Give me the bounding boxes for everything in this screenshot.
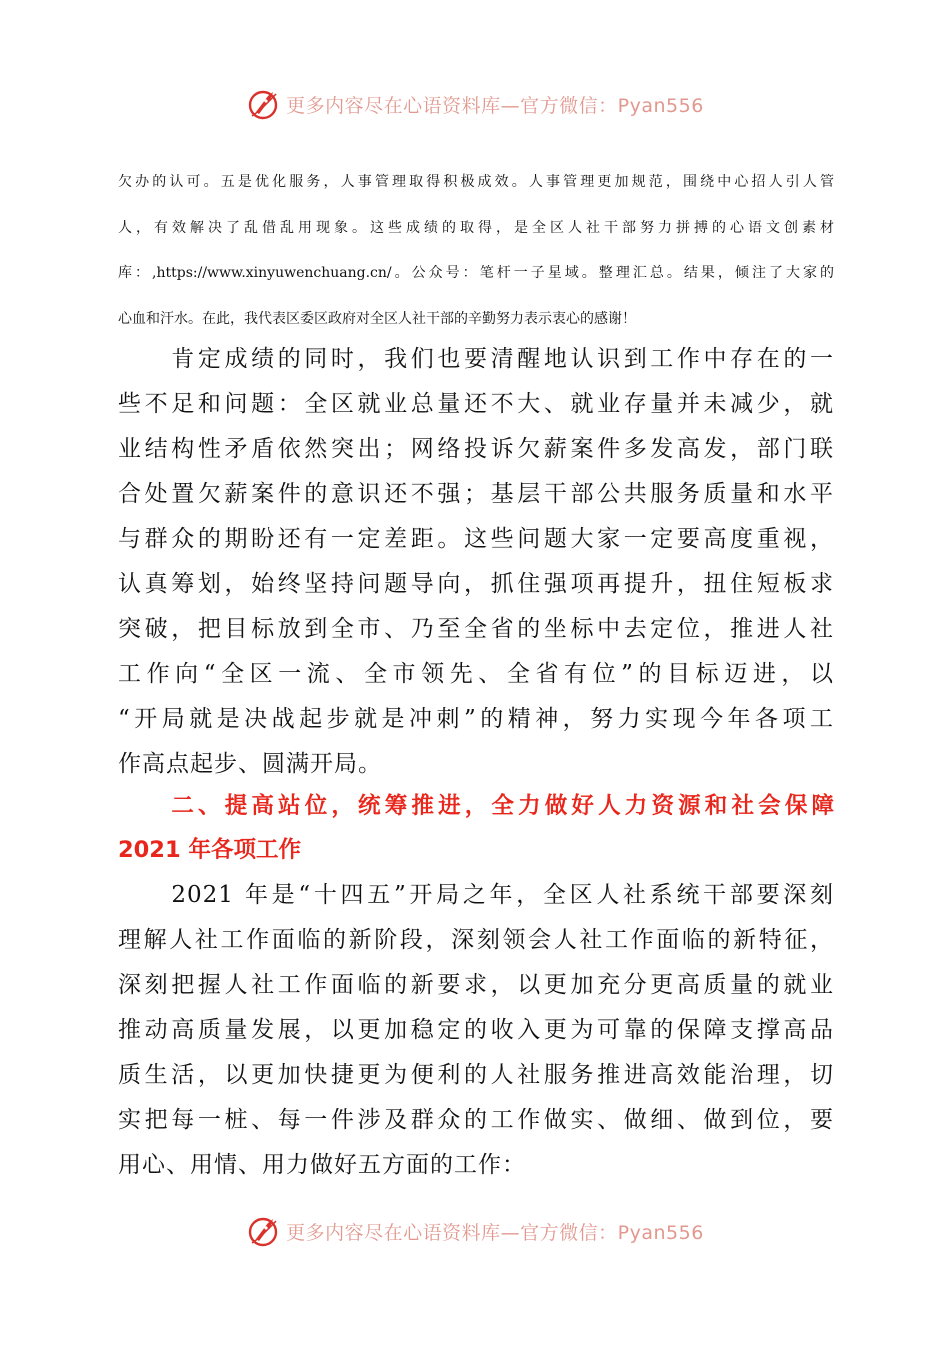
text-line: 推动高质量发展，以更加稳定的收入更为可靠的保障支撑高品 [118, 1017, 834, 1043]
banner-text: 更多内容尽在心语资料库—官方微信：Pyan556 [286, 94, 704, 117]
header-banner [0, 84, 950, 124]
text-line: 些不足和问题：全区就业总量还不大、就业存量并未减少，就 [118, 391, 834, 417]
text-line: 肯定成绩的同时，我们也要清醒地认识到工作中存在的一 [118, 346, 834, 372]
text-line: 认真筹划，始终坚持问题导向，抓住强项再提升，扭住短板求 [118, 571, 834, 597]
text-line: 与群众的期盼还有一定差距。这些问题大家一定要高度重视， [118, 526, 834, 552]
text-line: 突破，把目标放到全市、乃至全省的坐标中去定位，推进人社 [118, 616, 834, 642]
heading-line: 二、提高站位，统筹推进，全力做好人力资源和社会保障 [118, 793, 834, 819]
text-line: 用心、用情、用力做好五方面的工作： [118, 1152, 526, 1178]
text-line: 心血和汗水。在此，我代表区委区政府对全区人社干部的辛勤努力表示衷心的感谢！ [118, 310, 636, 327]
text-line: 质生活，以更加快捷更为便利的人社服务推进高效能治理，切 [118, 1062, 834, 1088]
text-line: 2021 年是“十四五”开局之年，全区人社系统干部要深刻 [118, 882, 834, 908]
text-line: 深刻把握人社工作面临的新要求，以更加充分更高质量的就业 [118, 972, 834, 998]
text-line: “开局就是决战起步就是冲刺”的精神，努力实现今年各项工 [118, 706, 834, 732]
text-line: 实把每一桩、每一件涉及群众的工作做实、做细、做到位，要 [118, 1107, 834, 1133]
text-line: 欠办的认可。五是优化服务，人事管理取得积极成效。人事管理更加规范，围绕中心招人引人管 [118, 174, 834, 190]
footer-banner [0, 1211, 950, 1251]
text-line: 工作向“全区一流、全市领先、全省有位”的目标迈进，以 [118, 661, 834, 687]
banner-text: 更多内容尽在心语资料库—官方微信：Pyan556 [286, 1221, 704, 1244]
text-line: 理解人社工作面临的新阶段，深刻领会人社工作面临的新特征， [118, 927, 834, 953]
pen-nib-circle-logo [246, 86, 282, 122]
text-line: 库：,https://www.xinyuwenchuang.cn/。公众号：笔杆一子星域。整理汇总。结果，倾注了大家的 [118, 265, 834, 281]
pen-nib-circle-logo [246, 1213, 282, 1249]
text-line: 业结构性矛盾依然突出；网络投诉欠薪案件多发高发，部门联 [118, 436, 834, 462]
text-line: 合处置欠薪案件的意识还不强；基层干部公共服务质量和水平 [118, 481, 834, 507]
paragraph-1 [118, 160, 834, 342]
text-line: 人，有效解决了乱借乱用现象。这些成绩的取得，是全区人社干部努力拼搏的心语文创素材 [118, 219, 834, 236]
heading-line: 2021 年各项工作 [118, 837, 301, 863]
text-line: 作高点起步、圆满开局。 [118, 751, 382, 777]
